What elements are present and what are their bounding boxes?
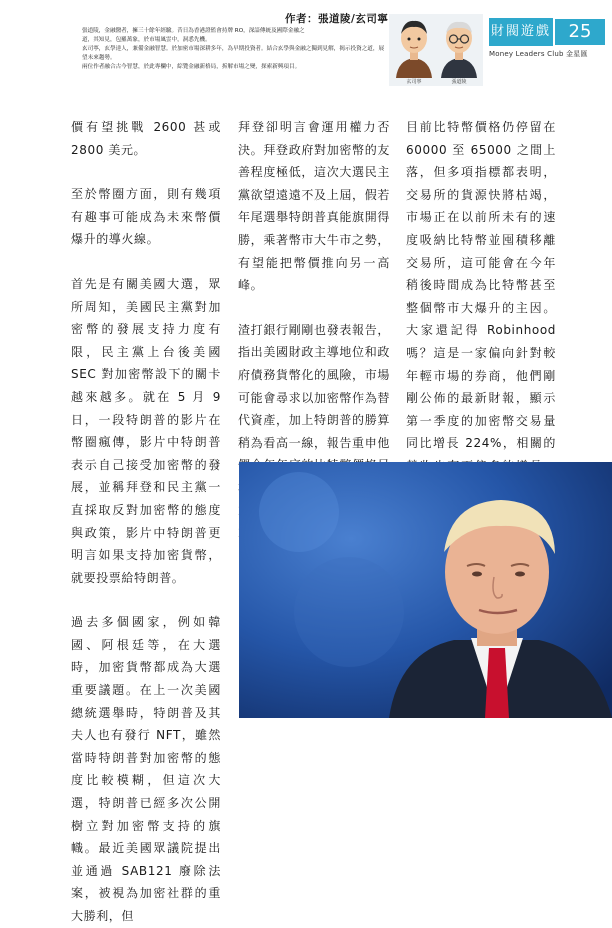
section-label: 財閥遊戲 <box>489 18 553 46</box>
paragraph: 目前比特幣價格仍停留在 60000 至 65000 之間上落，但多項指標都表明，交易所的貨源快將枯竭，市場正在以前所未有的速度吸納比特幣並囤積移離交易所，這可能會在今年稍後時間成為比特幣甚至整個幣市大爆升的主因。大家還記得 Robinhood 嗎？這是一家偏向針對較年輕市場的券商，他們剛剛公佈的最新財報，顯示第一季度的加密幣交易量同比增長 224%，相關的 <box>406 120 556 451</box>
paragraph: 首先是有關美國大選，眾所周知，美國民主黨對加密幣的發展支持力度有限，民主黨上台後美國 SEC 對加密幣設下的關卡越來越多。就在 5 月 9 日，一段特朗普的影片在幣圈瘋傳，影片中特朗普表示自己接受加密幣的發展，並稱拜登和民主黨一直採取反對加密幣的態度與政策，影片中特朗普更明言如果支持加密貨幣，就要投票給特朗普。 <box>71 276 221 585</box>
author-avatar-cheung <box>437 16 481 84</box>
author-title: 作者：張道陵/玄司寧 <box>285 13 389 25</box>
page-header <box>0 0 612 92</box>
page-number: 25 <box>555 19 605 45</box>
avatar-illustration <box>437 16 481 78</box>
paragraph: 渣打銀行剛剛也發表報告，指出美國財政主導地位和政府債務貨幣化的風險，市場可能會尋求以加密幣作為替代資產，加上特朗普的勝算稍為看高一線，報告重申他 <box>238 322 390 450</box>
avatar-caption: 張道陵 <box>451 79 467 85</box>
article-photo <box>239 462 612 718</box>
avatar-illustration <box>392 16 436 78</box>
bio-line: 張道陵，金融醫者，擁三十餘年經驗。昔日為香港證監會持牌 RO，深諳傳統及國際金融之 <box>82 28 305 34</box>
bio-line: 道，其知見，包羅萬象，於市場風雲中，洞悉先機。 <box>82 37 211 44</box>
portrait-photo <box>239 462 612 718</box>
paragraph: 至於幣圈方面，則有幾項有趣事可能成為未來幣價爆升的導火線。 <box>71 187 221 247</box>
article-column-1 <box>71 116 221 928</box>
paragraph: 價有望挑戰 2600 甚或 2800 美元。 <box>71 120 221 157</box>
author-portraits <box>389 14 483 86</box>
paragraph: 拜登卻明言會運用權力否決。拜登政府對加密幣的友善程度極低，這次大選民主黨欲望遠遠不及上屆，假若年尾選舉特朗普真能旗開得勝，乘著幣市大牛市之勢，有望能把幣價推向另一高峰。 <box>238 120 390 293</box>
bio-line: 兩位作者融合古今智慧，於此專欄中，綜覽金融新格局，拆解市場之變，探索新興項目。 <box>82 63 301 70</box>
author-avatar-xuan <box>392 16 436 84</box>
club-name: Money Leaders Club 金星匯 <box>489 50 588 58</box>
avatar-caption: 玄司寧 <box>406 79 422 85</box>
author-bio <box>82 27 385 72</box>
paragraph: 過去多個國家，例如韓國、阿根廷等，在大選時，加密貨幣都成為大選重要議題。在上一次美國總統選舉時，特朗普及其夫人也有發行 NFT，雖然當時特朗普對加密幣的態度比較模糊，但這次大選，特朗普已經多次公開樹立對加密幣支持的旗幟。最近美國眾議院提出並通過 SAB121 廢除法案，被視為加密社群的重大勝利，但 <box>71 615 221 923</box>
bio-line: 玄司寧，玄學達人，兼備金融智慧。於加密市場深耕多年，為早期投資者。結合玄學與金融之獨到見解，揭示投資之道，展望未來趨勢。 <box>82 46 385 61</box>
